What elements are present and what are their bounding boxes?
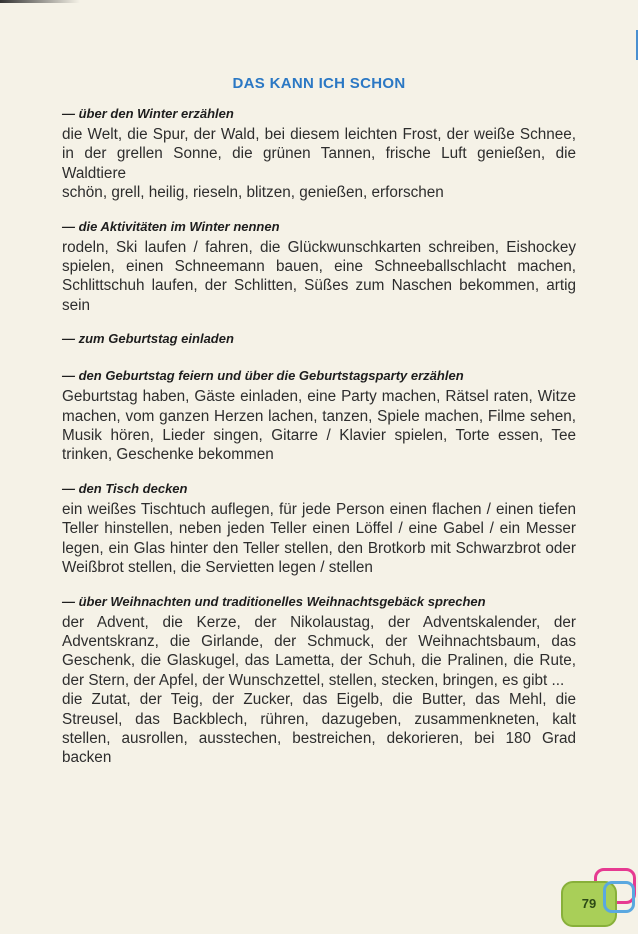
section-text: schön, grell, heilig, rieseln, blitzen, genießen, erforschen (62, 184, 444, 202)
decorative-ring-icon (603, 881, 635, 913)
section-activities (62, 217, 576, 316)
section-birthday (62, 366, 576, 465)
section-winter (62, 104, 576, 203)
section-text: die Welt, die Spur, der Wald, bei diesem leichten Frost, der weiße Schnee, in der grellen Sonne, die grünen Tannen, frische Luft genießen, die Waldtiere (62, 126, 576, 182)
section-heading: — den Geburtstag feiern und über die Geburtstagsparty erzählen (62, 368, 464, 384)
section-text: ein weißes Tischtuch auflegen, für jede Person einen flachen / einen tiefen Teller hinstellen, neben jeden Teller einen Löffel / eine Gabel / ein Messer legen, ein Glas hinter den Teller stellen, den Brotkorb mit Schwarzbrot oder Weißbrot stellen, die Servietten legen / stellen (62, 500, 576, 577)
page-number: 79 (581, 896, 597, 911)
section-heading: — die Aktivitäten im Winter nennen (62, 218, 280, 234)
section-heading: — über den Winter erzählen (62, 106, 234, 121)
section-text: der Advent, die Kerze, der Nikolaustag, der Adventskalender, der Adventskranz, die Girlande, der Schmuck, der Weihnachtsbaum, das Geschenk, die Glaskugel, das Lametta, der Schuh, die Pralinen, die Rute, der Stern, der Apfel, der Wunschzettel, stellen, stecken, bringen, es gibt ... (62, 613, 576, 689)
section-text: Geburtstag haben, Gäste einladen, eine Party machen, Rätsel raten, Witze machen, vom ganzen Herzen lachen, tanzen, Spiele machen, Filme sehen, Musik hören, Lieder singen, Gitarre / Klavier spielen, Torte essen, Tee trinken, Geschenke bekommen (62, 388, 576, 464)
section-heading: — über Weihnachten und traditionelles Weihnachtsgebäck sprechen (62, 593, 486, 609)
section-text: rodeln, Ski laufen / fahren, die Glückwunschkarten schreiben, Eishockey spielen, einen Schneemann bauen, eine Schneeballschlacht machen, Schlittschuh laufen, der Schlitten, Süßes zum Naschen bekommen, artig sein (62, 238, 576, 314)
section-table (62, 479, 576, 578)
section-invitation (62, 329, 576, 348)
section-heading: — zum Geburtstag einladen (62, 331, 234, 347)
section-christmas (62, 592, 576, 768)
page-title: DAS KANN ICH SCHON (232, 75, 406, 92)
section-heading: — den Tisch decken (62, 480, 188, 496)
page-edge-shadow (0, 0, 80, 3)
section-text: die Zutat, der Teig, der Zucker, das Eigelb, die Butter, das Mehl, die Streusel, das Backblech, rühren, dazugeben, zusammenkneten, kalt stellen, ausrollen, ausstechen, bestreichen, dekorieren, bei 180 Grad backen (62, 691, 576, 767)
page-content (62, 104, 576, 782)
